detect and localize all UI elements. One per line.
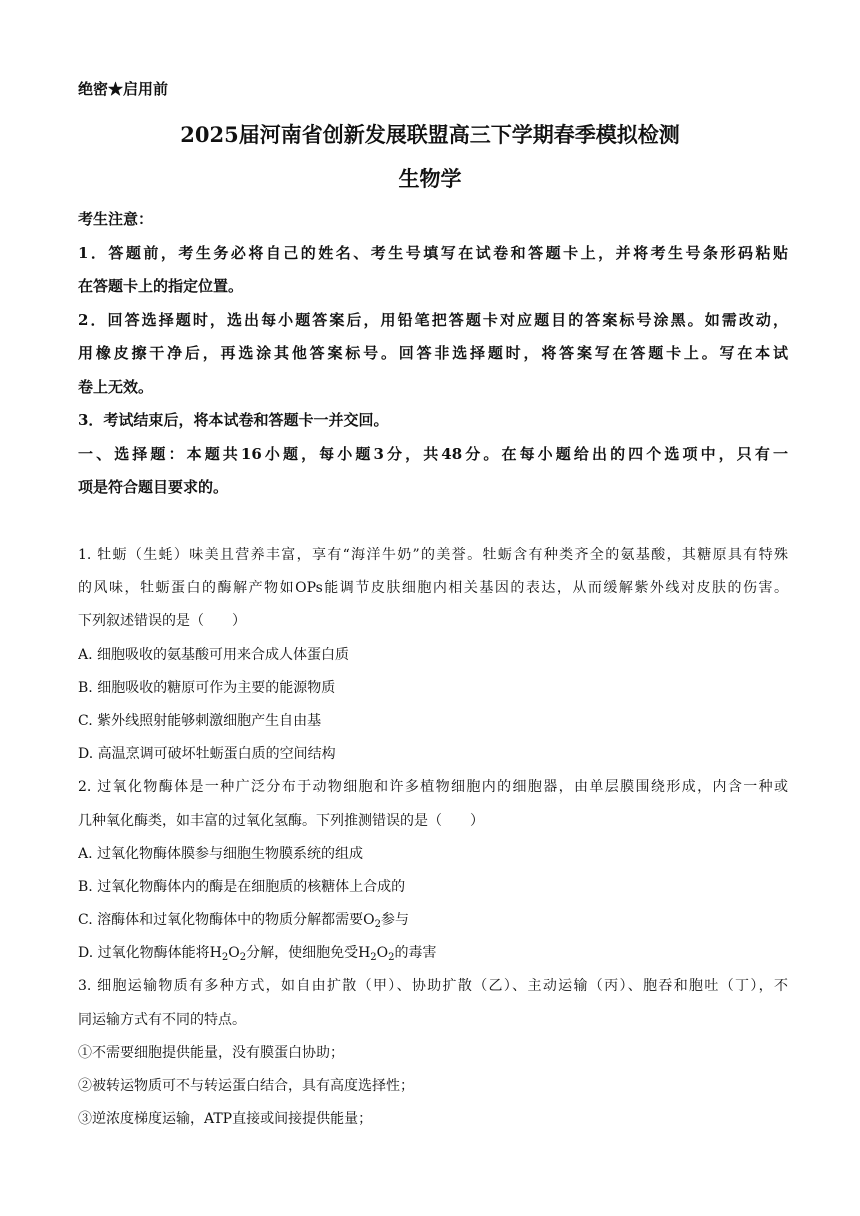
notice-heading: 考生注意：: [78, 210, 154, 228]
question-2-option-b: B. 过氧化物酶体内的酶是在细胞质的核糖体上合成的: [78, 878, 406, 895]
question-1-option-d: D. 高温烹调可破坏牡蛎蛋白质的空间结构: [78, 746, 336, 763]
notice-item-1-line-2: 在答题卡上的指定位置。: [78, 277, 244, 295]
question-2-option-d: D. 过氧化物酶体能将$H_2O_2$分解，使细胞免受$H_2O_2$的毒害: [78, 945, 437, 964]
notice-item-1-line-1: 1．答题前，考生务必将自己的姓名、考生号填写在试卷和答题卡上，并将考生号条形码粘贴: [78, 243, 788, 262]
subject-title: 生物学: [398, 166, 462, 191]
question-1-stem-line-1: 1. 牡蛎（生蚝）味美且营养丰富，享有“海洋牛奶”的美誉。牡蛎含有种类齐全的氨基酸，其糖原具有特殊: [78, 547, 788, 563]
question-1-stem-line-3: 下列叙述错误的是（ ）: [78, 613, 246, 630]
question-3-point-1: ①不需要细胞提供能量，没有膜蛋白协助；: [78, 1044, 344, 1061]
question-1-option-c: C. 紫外线照射能够刺激细胞产生自由基: [78, 712, 322, 729]
notice-section: [78, 203, 788, 505]
question-1-option-a: A. 细胞吸收的氨基酸可用来合成人体蛋白质: [78, 646, 350, 663]
secret-label: 绝密★启用前: [78, 80, 169, 98]
question-3-stem-line-1: 3. 细胞运输物质有多种方式，如自由扩散（甲）、协助扩散（乙）、主动运输（丙）、胞吞和胞吐（丁），不: [78, 978, 788, 995]
question-2-stem-line-2: 几种氧化酶类，如丰富的过氧化氢酶。下列推测错误的是（ ）: [78, 812, 484, 829]
question-1-stem-line-2: 的风味，牡蛎蛋白的酶解产物如OPs能调节皮肤细胞内相关基因的表达，从而缓解紫外线对皮肤的伤害。: [78, 580, 788, 597]
section-1-heading-line-1: 一、选择题：本题共16小题，每小题3分，共48分。在每小题给出的四个选项中，只有一: [78, 444, 788, 463]
notice-item-3: 3．考试结束后，将本试卷和答题卡一并交回。: [78, 411, 389, 429]
question-list: [78, 539, 788, 1136]
exam-title: 2025届河南省创新发展联盟高三下学期春季模拟检测: [180, 122, 680, 147]
notice-item-2-line-1: 2．回答选择题时，选出每小题答案后，用铅笔把答题卡对应题目的答案标号涂黑。如需改动，: [78, 310, 788, 329]
question-3-stem-line-2: 同运输方式有不同的特点。: [78, 1011, 246, 1028]
question-3-point-2: ②被转运物质可不与转运蛋白结合，具有高度选择性；: [78, 1078, 414, 1094]
notice-item-2-line-3: 卷上无效。: [78, 377, 154, 396]
notice-item-2-line-2: 用橡皮擦干净后，再选涂其他答案标号。回答非选择题时，将答案写在答题卡上。写在本试: [78, 344, 788, 362]
question-1-option-b: B. 细胞吸收的糖原可作为主要的能源物质: [78, 679, 336, 696]
section-1-heading-line-2: 项是符合题目要求的。: [78, 478, 229, 496]
question-3-point-3: ③逆浓度梯度运输，ATP直接或间接提供能量；: [78, 1111, 373, 1128]
question-2-option-c: C. 溶酶体和过氧化物酶体中的物质分解都需要$O_2$参与: [78, 912, 409, 931]
question-2-stem-line-1: 2. 过氧化物酶体是一种广泛分布于动物细胞和许多植物细胞内的细胞器，由单层膜围绕形成，内含一种或: [78, 779, 788, 796]
question-2-option-a: A. 过氧化物酶体膜参与细胞生物膜系统的组成: [78, 845, 364, 862]
